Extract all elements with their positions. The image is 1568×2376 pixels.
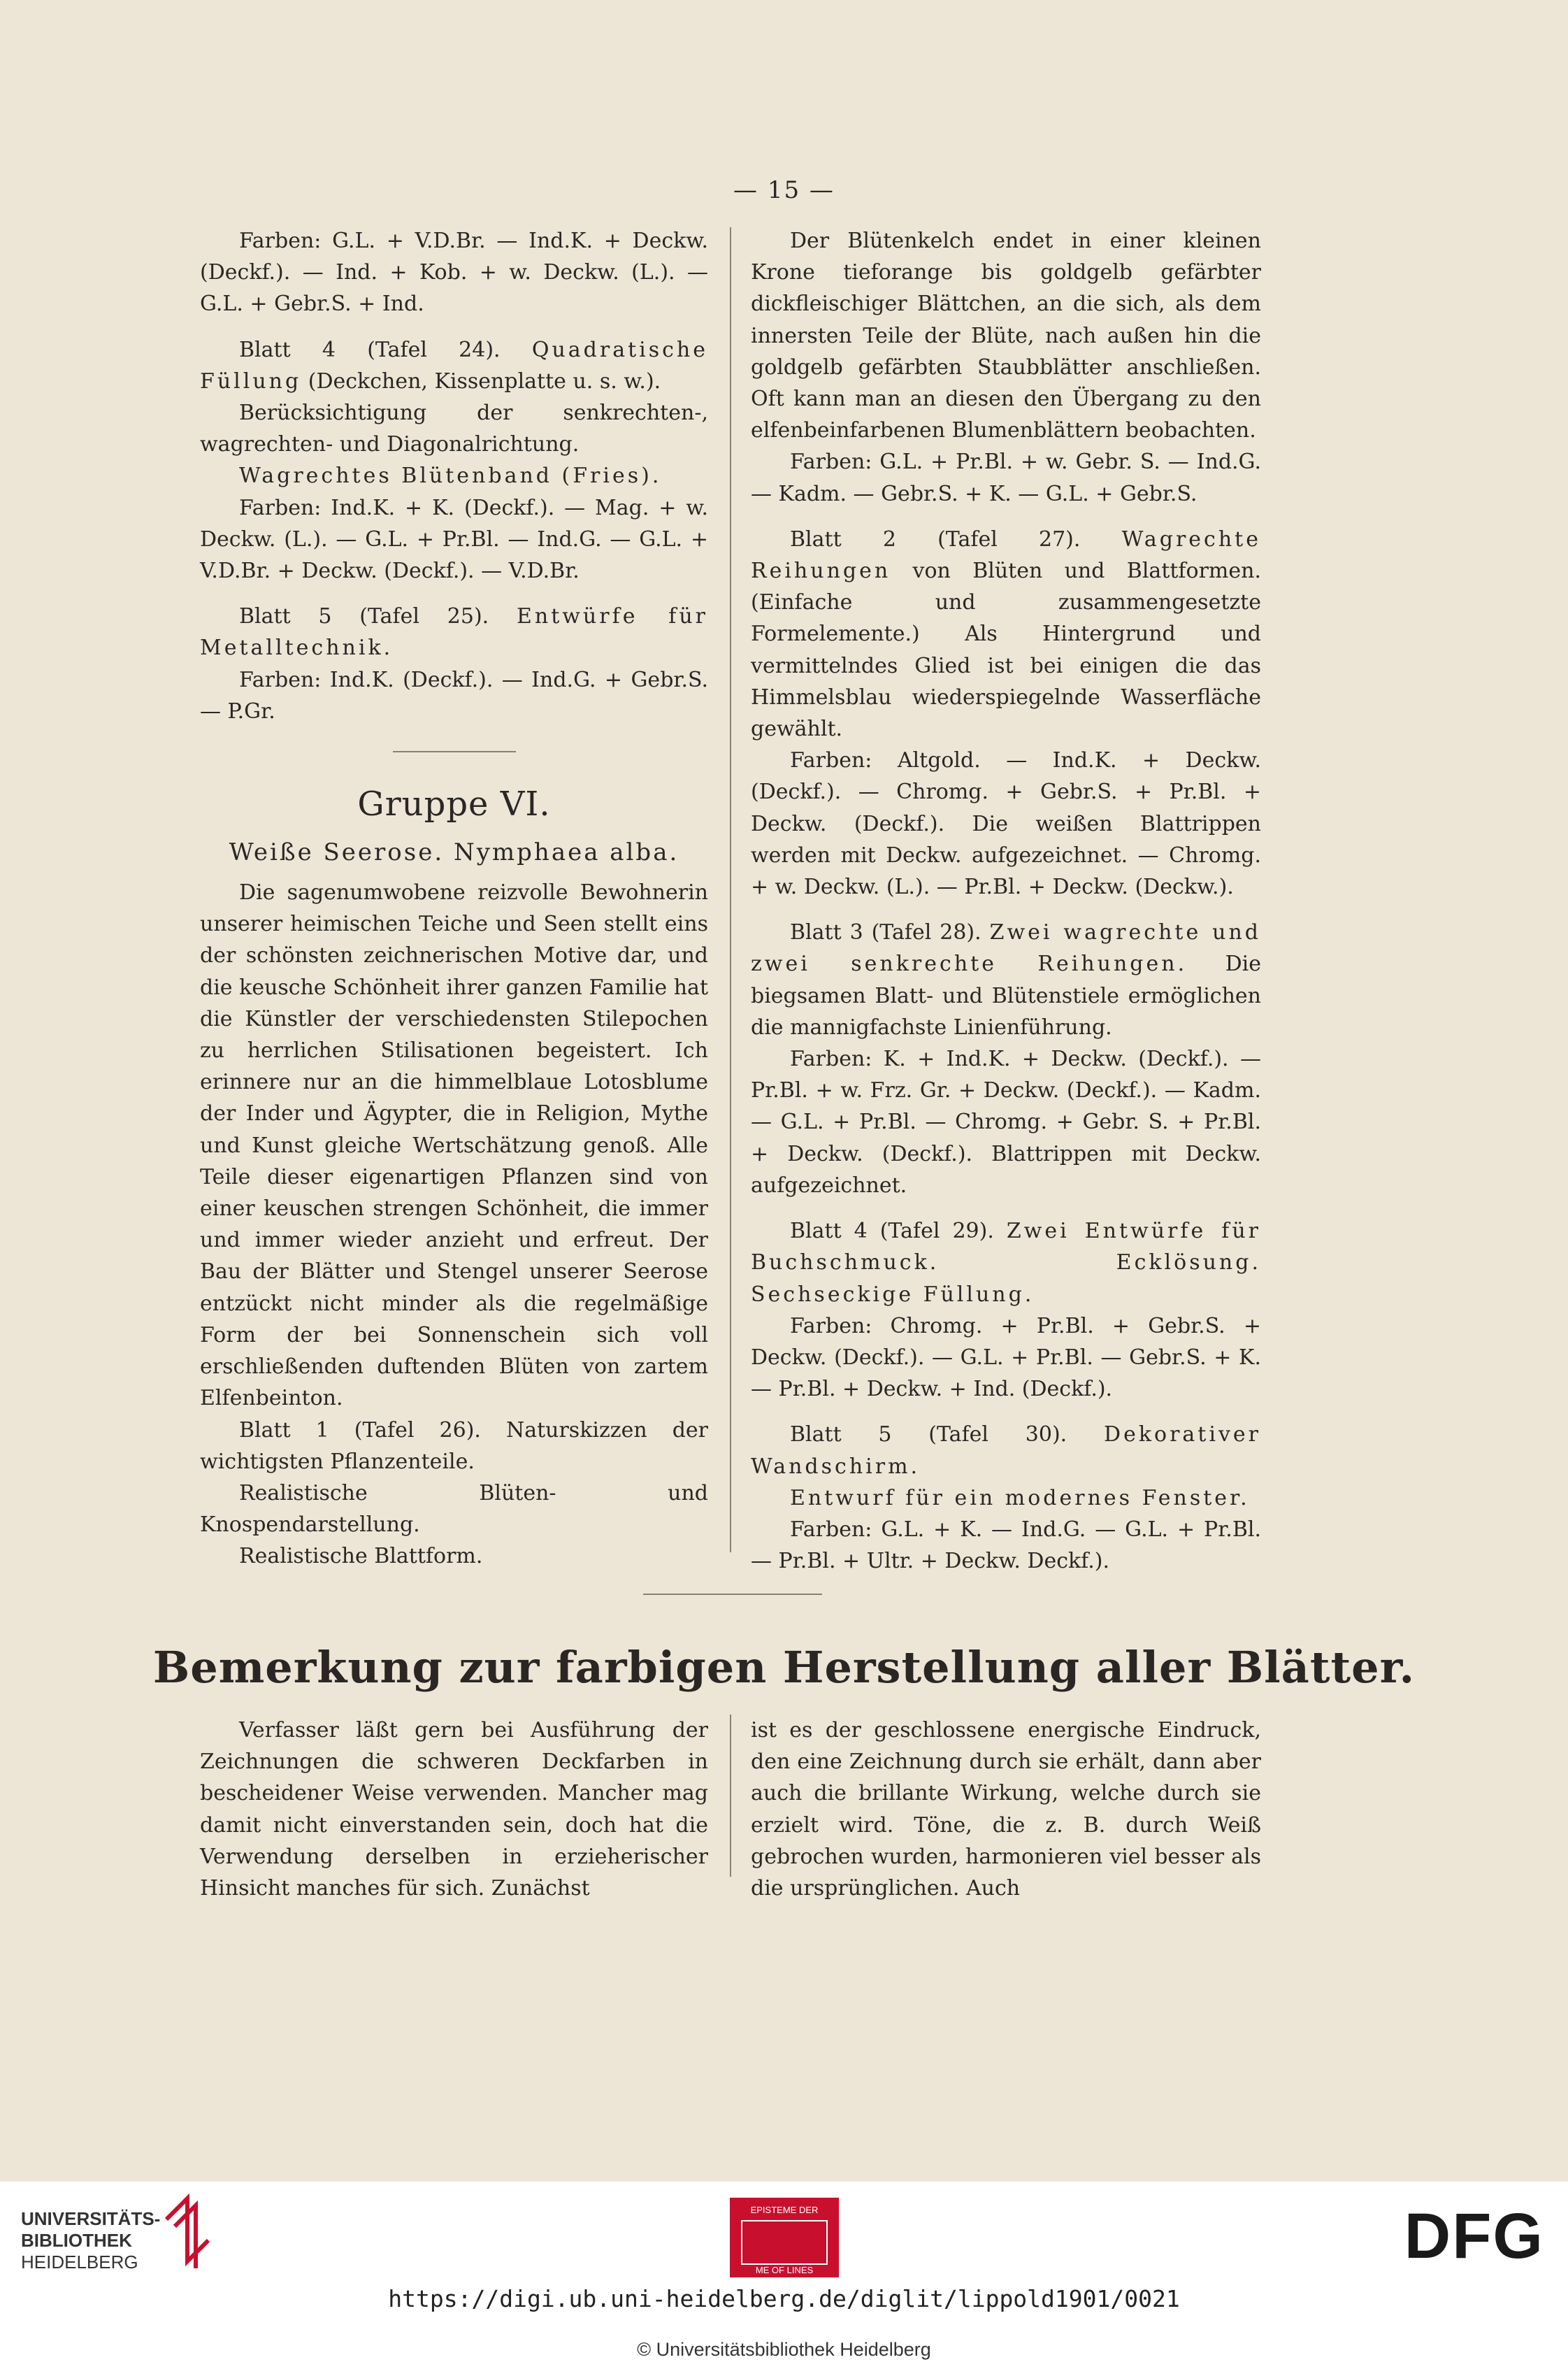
permalink-url[interactable]: https://digi.ub.uni-heidelberg.de/diglit/lippold1901/0021 <box>388 2285 1180 2312</box>
group-subtitle: Weiße Seerose. Nymphaea alba. <box>229 838 679 867</box>
left-paragraph <box>200 601 708 664</box>
right-paragraph <box>751 1419 1261 1482</box>
right-paragraph: Entwurf für ein modernes Fenster. <box>790 1485 1250 1510</box>
plate-label: Blatt 5 (Tafel 30). <box>790 1422 1067 1447</box>
left-paragraph: Realistische Blattform. <box>239 1544 483 1569</box>
heading-divider <box>643 1594 822 1595</box>
column-divider <box>730 227 731 1552</box>
left-paragraph: Farben: Ind.K. + K. (Deckf.). — Mag. + w. Deckw. (L.). — G.L. + Pr.Bl. — Ind.G. — G.L. + V.D.Br. + Deckw. (Deckf.). — V.D.Br. <box>200 495 708 584</box>
project-logo-emblem-icon <box>741 2220 828 2265</box>
university-library-logo[interactable] <box>21 2208 160 2273</box>
group-title: Gruppe VI. <box>357 785 551 824</box>
plate-title: Entwürfe für Metalltechnik. <box>200 604 708 661</box>
right-paragraph: Farben: K. + Ind.K. + Deckw. (Deckf.). — Pr.Bl. + w. Frz. Gr. + Deckw. (Deckf.). — Kadm. — G.L. + Pr.Bl. — Chromg. + Gebr. S. + Pr.Bl. + Deckw. (Deckf.). Blattrippen mit Deckw. aufgezeichnet. <box>751 1047 1261 1198</box>
left-column <box>200 225 708 1573</box>
logo-text-line: HEIDELBERG <box>21 2252 138 2273</box>
library-mark-icon <box>159 2191 218 2275</box>
right-paragraph: Farben: G.L. + Pr.Bl. + w. Gebr. S. — Ind.G. — Kadm. — Gebr.S. + K. — G.L. + Gebr.S. <box>751 450 1261 506</box>
left-paragraph: Farben: Ind.K. (Deckf.). — Ind.G. + Gebr.S. — P.Gr. <box>200 667 708 724</box>
project-logo-text: ME OF LINES <box>755 2265 814 2275</box>
plate-label: Blatt 5 (Tafel 25). <box>239 604 489 629</box>
plate-title: Zwei wagrechte und zwei senkrechte Reihungen. <box>751 920 1261 977</box>
left-paragraph: Berücksichtigung der senkrechten-, wagrechten- und Diagonalrichtung. <box>200 401 708 457</box>
plate-note: von Blüten und Blattformen. (Einfache und zusammengesetzte Formelemente.) Als Hintergrund und vermittelndes Glied ist bei einigen die das Himmelsblau wiederspiegelnde Wasserfläche gewählt. <box>751 559 1261 742</box>
dfg-logo[interactable]: DFG <box>1404 2200 1544 2272</box>
left-paragraph: Farben: G.L. + V.D.Br. — Ind.K. + Deckw. (Deckf.). — Ind. + Kob. + w. Deckw. (L.). — G.L. + Gebr.S. + Ind. <box>200 229 708 317</box>
section-heading: Bemerkung zur farbigen Herstellung aller Blätter. <box>152 1642 1416 1693</box>
plate-title: Dekorativer Wandschirm. <box>751 1422 1261 1479</box>
right-paragraph: Farben: Altgold. — Ind.K. + Deckw. (Deckf.). — Chromg. + Gebr.S. + Pr.Bl. + Deckw. (Deckf.). Die weißen Blattrippen werden mit Deckw. aufgezeichnet. — Chromg. + w. Deckw. (L.). — Pr.Bl. + Deckw. (Deckw.). <box>751 748 1261 900</box>
plate-title: Quadratische Füllung <box>200 337 708 394</box>
right-paragraph: Der Blütenkelch endet in einer kleinen Krone tieforange bis goldgelb gefärbter dickfleischiger Blättchen, an die sich, als dem innersten Teile der Blüte, nach außen hin die goldgelb gefärbten Staubblätter anschließen. Oft kann man an diesen den Übergang zu den elfenbeinfarbenen Blumenblättern beobachten. <box>751 229 1261 443</box>
plate-label: Blatt 4 (Tafel 29). <box>790 1219 994 1244</box>
right-paragraph <box>751 524 1261 745</box>
plate-label: Blatt 4 (Tafel 24). <box>239 337 501 362</box>
right-paragraph: Farben: G.L. + K. — Ind.G. — G.L. + Pr.Bl. — Pr.Bl. + Ultr. + Deckw. Deckf.). <box>751 1517 1261 1574</box>
section-paragraph: Verfasser läßt gern bei Ausführung der Zeichnungen die schweren Deckfarben in bescheidener Weise verwenden. Mancher mag damit nicht einverstanden sein, doch hat die Verwendung derselben in erzieherischer Hinsicht manches für sich. Zunächst <box>200 1718 708 1901</box>
right-paragraph <box>751 917 1261 1043</box>
page-number: — 15 — <box>733 176 835 204</box>
section-paragraph: ist es der geschlossene energische Eindruck, den eine Zeichnung durch sie erhält, dann aber auch die brillante Wirkung, welche durch sie erzielt wird. Töne, die z. B. durch Weiß gebrochen wurden, harmonieren viel besser als die ursprünglichen. Auch <box>751 1718 1261 1901</box>
left-paragraph: Realistische Blüten- und Knospendarstellung. <box>200 1480 708 1538</box>
column-divider <box>730 1715 731 1877</box>
right-paragraph: Farben: Chromg. + Pr.Bl. + Gebr.S. + Deckw. (Deckf.). — G.L. + Pr.Bl. — Gebr.S. + K. — Pr.Bl. + Deckw. + Ind. (Deckf.). <box>751 1313 1261 1402</box>
right-paragraph <box>751 1215 1261 1310</box>
plate-label: Blatt 2 (Tafel 27). <box>790 527 1081 552</box>
plate-note: Die biegsamen Blatt- und Blütenstiele ermöglichen die mannigfachste Linienführung. <box>751 952 1261 1040</box>
logo-text-line: UNIVERSITÄTS- <box>21 2208 161 2229</box>
section-divider <box>393 751 516 752</box>
right-column <box>751 225 1261 1577</box>
plate-title: Wagrechte Reihungen <box>751 527 1261 584</box>
project-logo-text: EPISTEME DER <box>750 2205 819 2215</box>
plate-note: (Deckchen, Kissenplatte u. s. w.). <box>308 368 661 394</box>
left-paragraph <box>200 334 708 397</box>
left-paragraph: Blatt 1 (Tafel 26). Naturskizzen der wichtigsten Pflanzenteile. <box>200 1417 708 1474</box>
left-paragraph: Wagrechtes Blütenband (Fries). <box>239 464 662 489</box>
section-right-column <box>751 1715 1261 1904</box>
section-left-column <box>200 1715 708 1904</box>
left-paragraph: Die sagenumwobene reizvolle Bewohnerin unserer heimischen Teiche und Seen stellt eins der schönsten zeichnerischen Motive dar, und die keusche Schönheit ihrer ganzen Familie hat die Künstler der verschiedensten Stilepochen zu herrlichen Stilisationen begeistert. Ich erinnere nur an die himmelblaue Lotosblume der Inder und Ägypter, die in Religion, Mythe und Kunst gleiche Wertschätzung genoß. Alle Teile dieser eigenartigen Pflanzen sind von einer keuschen strengen Schönheit, die immer und immer wieder anzieht und erfreut. Der Bau der Blätter und Stengel unserer Seerose entzückt nicht minder als die regelmäßige Form der bei Sonnenschein sich voll erschließenden duftenden Blüten von zartem Elfenbeinton. <box>200 880 708 1411</box>
copyright-notice: © Universitätsbibliothek Heidelberg <box>637 2339 931 2360</box>
logo-text-line: BIBLIOTHEK <box>21 2230 132 2251</box>
project-logo[interactable] <box>730 2198 839 2277</box>
plate-label: Blatt 3 (Tafel 28). <box>790 920 981 945</box>
plate-title: Zwei Entwürfe für Buchschmuck. Ecklösung. Sechseckige Füllung. <box>751 1219 1261 1307</box>
